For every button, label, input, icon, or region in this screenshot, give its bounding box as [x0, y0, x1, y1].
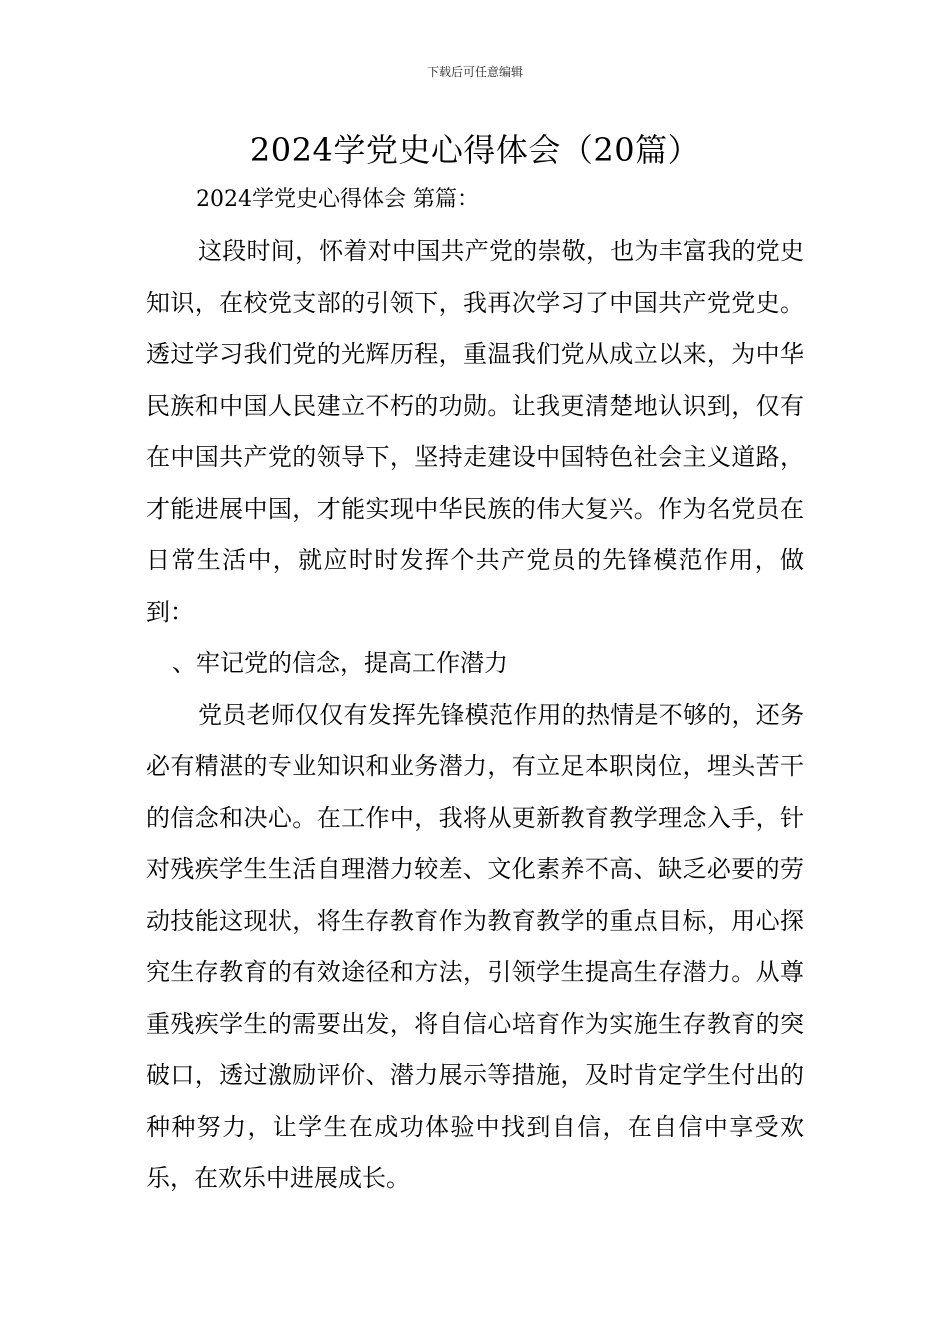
paragraph-intro: 这段时间，怀着对中国共产党的崇敬，也为丰富我的党史知识，在校党支部的引领下，我再次学习了中国共产党党史。透过学习我们党的光辉历程，重温我们党从成立以来，为中华民族和中国人民建立不朽的功勋。让我更清楚地认识到，仅有在中国共产党的领导下，坚持走建设中国特色社会主义道路，才能进展中国，才能实现中华民族的伟大复兴。作为名党员在日常生活中，就应时时发挥个共产党员的先锋模范作用，做到： — [146, 237, 804, 626]
document-body — [146, 226, 804, 1205]
list-heading: 、牢记党的信念，提高工作潜力 — [172, 649, 508, 677]
paragraph-teacher: 党员老师仅仅有发挥先锋模范作用的热情是不够的，还务必有精湛的专业知识和业务潜力，有立足本职岗位，埋头苦干的信念和决心。在工作中，我将从更新教育教学理念入手，针对残疾学生生活自理潜力较差、文化素养不高、缺乏必要的劳动技能这现状，将生存教育作为教育教学的重点目标，用心探究生存教育的有效途径和方法，引领学生提高生存潜力。从尊重残疾学生的需要出发，将自信心培育作为实施生存教育的突破口，透过激励评价、潜力展示等措施，及时肯定学生付出的种种努力，让学生在成功体验中找到自信，在自信中享受欢乐，在欢乐中进展成长。 — [146, 700, 804, 1192]
document-title: 2024学党史心得体会（20篇） — [249, 131, 701, 169]
section-subheading: 2024学党史心得体会 第篇： — [196, 187, 479, 212]
header-note: 下载后可任意编辑 — [426, 65, 523, 79]
